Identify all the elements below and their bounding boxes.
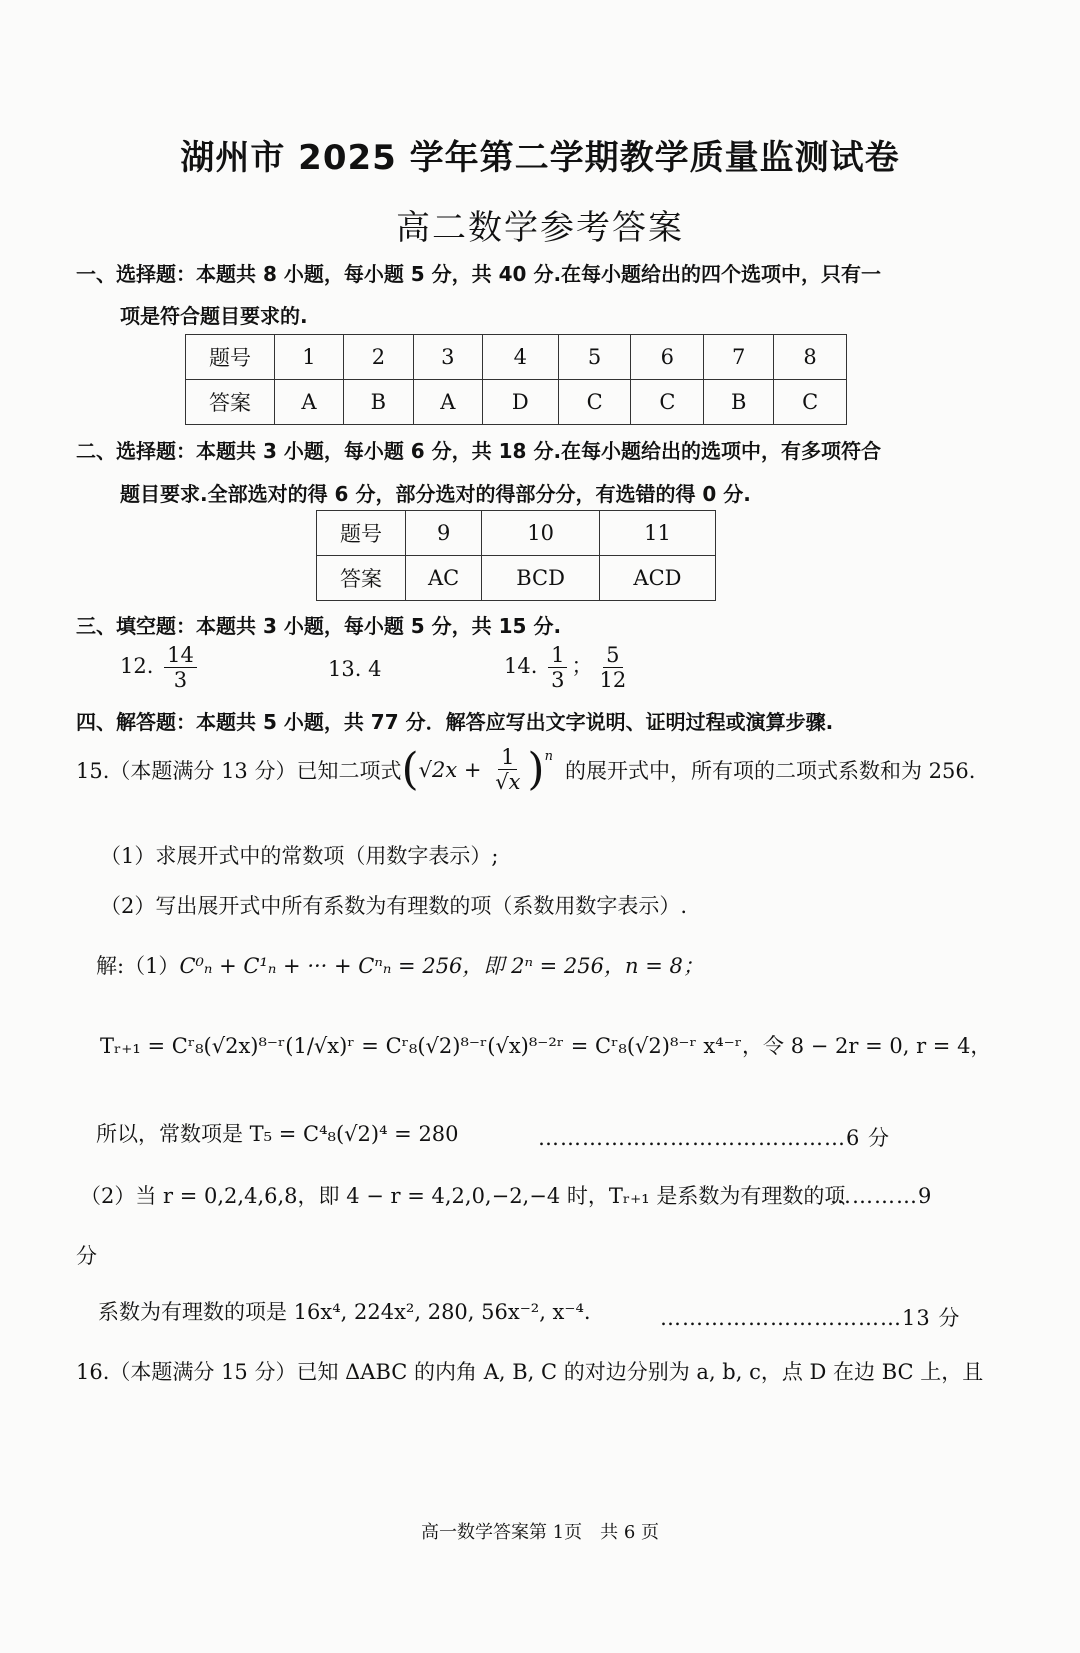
table-cell: 1 [275,335,344,380]
section1-heading-line1: 一、选择题：本题共 8 小题，每小题 5 分，共 40 分.在每小题给出的四个选项中，只有一 [76,262,882,286]
table-cell: A [413,380,482,425]
table-cell: AC [406,556,482,601]
section1-answer-table [185,334,847,425]
q15-part2: （2）写出展开式中所有系数为有理数的项（系数用数字表示）. [100,894,688,918]
table-cell: 10 [482,511,600,556]
q15-solution-line5: 系数为有理数的项是 16x⁴, 224x², 280, 56x⁻², x⁻⁴. [98,1300,591,1324]
table-cell: B [704,380,774,425]
score-marker: …………9 [830,1184,933,1208]
page-footer: 高一数学答案第 1页 共 6 页 [420,1522,660,1543]
table-cell: 答案 [186,380,275,425]
table-cell: 答案 [317,556,406,601]
q15-part1: （1）求展开式中的常数项（用数字表示）; [100,844,499,868]
table-cell: B [343,380,413,425]
table-row [317,511,716,556]
table-cell: C [558,380,631,425]
q15-solution-line2: Tᵣ₊₁ = Cʳ₈(√2x)⁸⁻ʳ(1/√x)ʳ = Cʳ₈(√2)⁸⁻ʳ(√x)⁸⁻²ʳ = Cʳ₈(√2)⁸⁻ʳ x⁴⁻ʳ，令 8 − 2r = 0, r = 4， [100,1034,992,1058]
table-cell: 2 [343,335,413,380]
table-cell: A [275,380,344,425]
section1-heading-line2: 项是符合题目要求的. [120,304,308,328]
table-cell: C [774,380,847,425]
section2-heading-line1: 二、选择题：本题共 3 小题，每小题 6 分，共 18 分.在每小题给出的选项中，有多项符合 [76,439,882,463]
table-cell: 11 [599,511,715,556]
table-cell: BCD [482,556,600,601]
q15-solution-line3: 所以，常数项是 T₅ = C⁴₈(√2)⁴ = 280 [96,1122,459,1146]
q15-stem: 15.（本题满分 13 分）已知二项式 ( √2x + $\frac{1}{√x}$ ) $^n$ 的展开式中，所有项的二项式系数和为 256. [76,743,976,795]
table-cell: 9 [406,511,482,556]
table-cell: D [482,380,558,425]
section3-heading: 三、填空题：本题共 3 小题，每小题 5 分，共 15 分. [76,614,562,638]
q16-stem: 16.（本题满分 15 分）已知 ΔABC 的内角 A, B, C 的对边分别为 a, b, c，点 D 在边 BC 上，且 [76,1360,984,1384]
table-cell: 3 [413,335,482,380]
score-marker-tail: 分 [76,1244,97,1268]
answer-12: 12. $\frac{14}{3}$ [120,643,201,692]
table-cell: 6 [631,335,704,380]
table-cell: 8 [774,335,847,380]
answer-13: 13. 4 [328,657,382,681]
score-marker: ……………………………13 分 [660,1306,961,1330]
fraction: $\frac{5}{12}$ [599,643,627,693]
table-row [317,556,716,601]
table-row [186,380,847,425]
document-title: 湖州市 2025 学年第二学期教学质量监测试卷 [180,138,900,178]
answer-14: 14. $\frac{1}{3}$ ； $\frac{5}{12}$ [504,643,633,692]
table-cell: 题号 [186,335,275,380]
table-cell: 题号 [317,511,406,556]
section4-heading: 四、解答题：本题共 5 小题，共 77 分．解答应写出文字说明、证明过程或演算步骤. [76,710,834,734]
table-cell: 4 [482,335,558,380]
table-cell: 5 [558,335,631,380]
section2-answer-table [316,510,716,601]
table-cell: 7 [704,335,774,380]
q15-solution-line4: （2）当 r = 0,2,4,6,8，即 4 − r = 4,2,0,−2,−4 时，Tᵣ₊₁ 是系数为有理数的项 [80,1184,846,1208]
fraction: $\frac{14}{3}$ [164,643,197,692]
document-subtitle: 高二数学参考答案 [396,208,684,248]
table-cell: ACD [599,556,715,601]
table-row [186,335,847,380]
fraction: $\frac{1}{3}$ [548,643,567,692]
score-marker: ……………………………………6 分 [538,1126,891,1150]
q15-solution-line1: 解:（1）C⁰ₙ + C¹ₙ + ··· + Cⁿₙ = 256，即 2ⁿ = 256，n = 8； [96,954,704,978]
table-cell: C [631,380,704,425]
section2-heading-line2: 题目要求.全部选对的得 6 分，部分选对的得部分分，有选错的得 0 分. [120,482,751,506]
